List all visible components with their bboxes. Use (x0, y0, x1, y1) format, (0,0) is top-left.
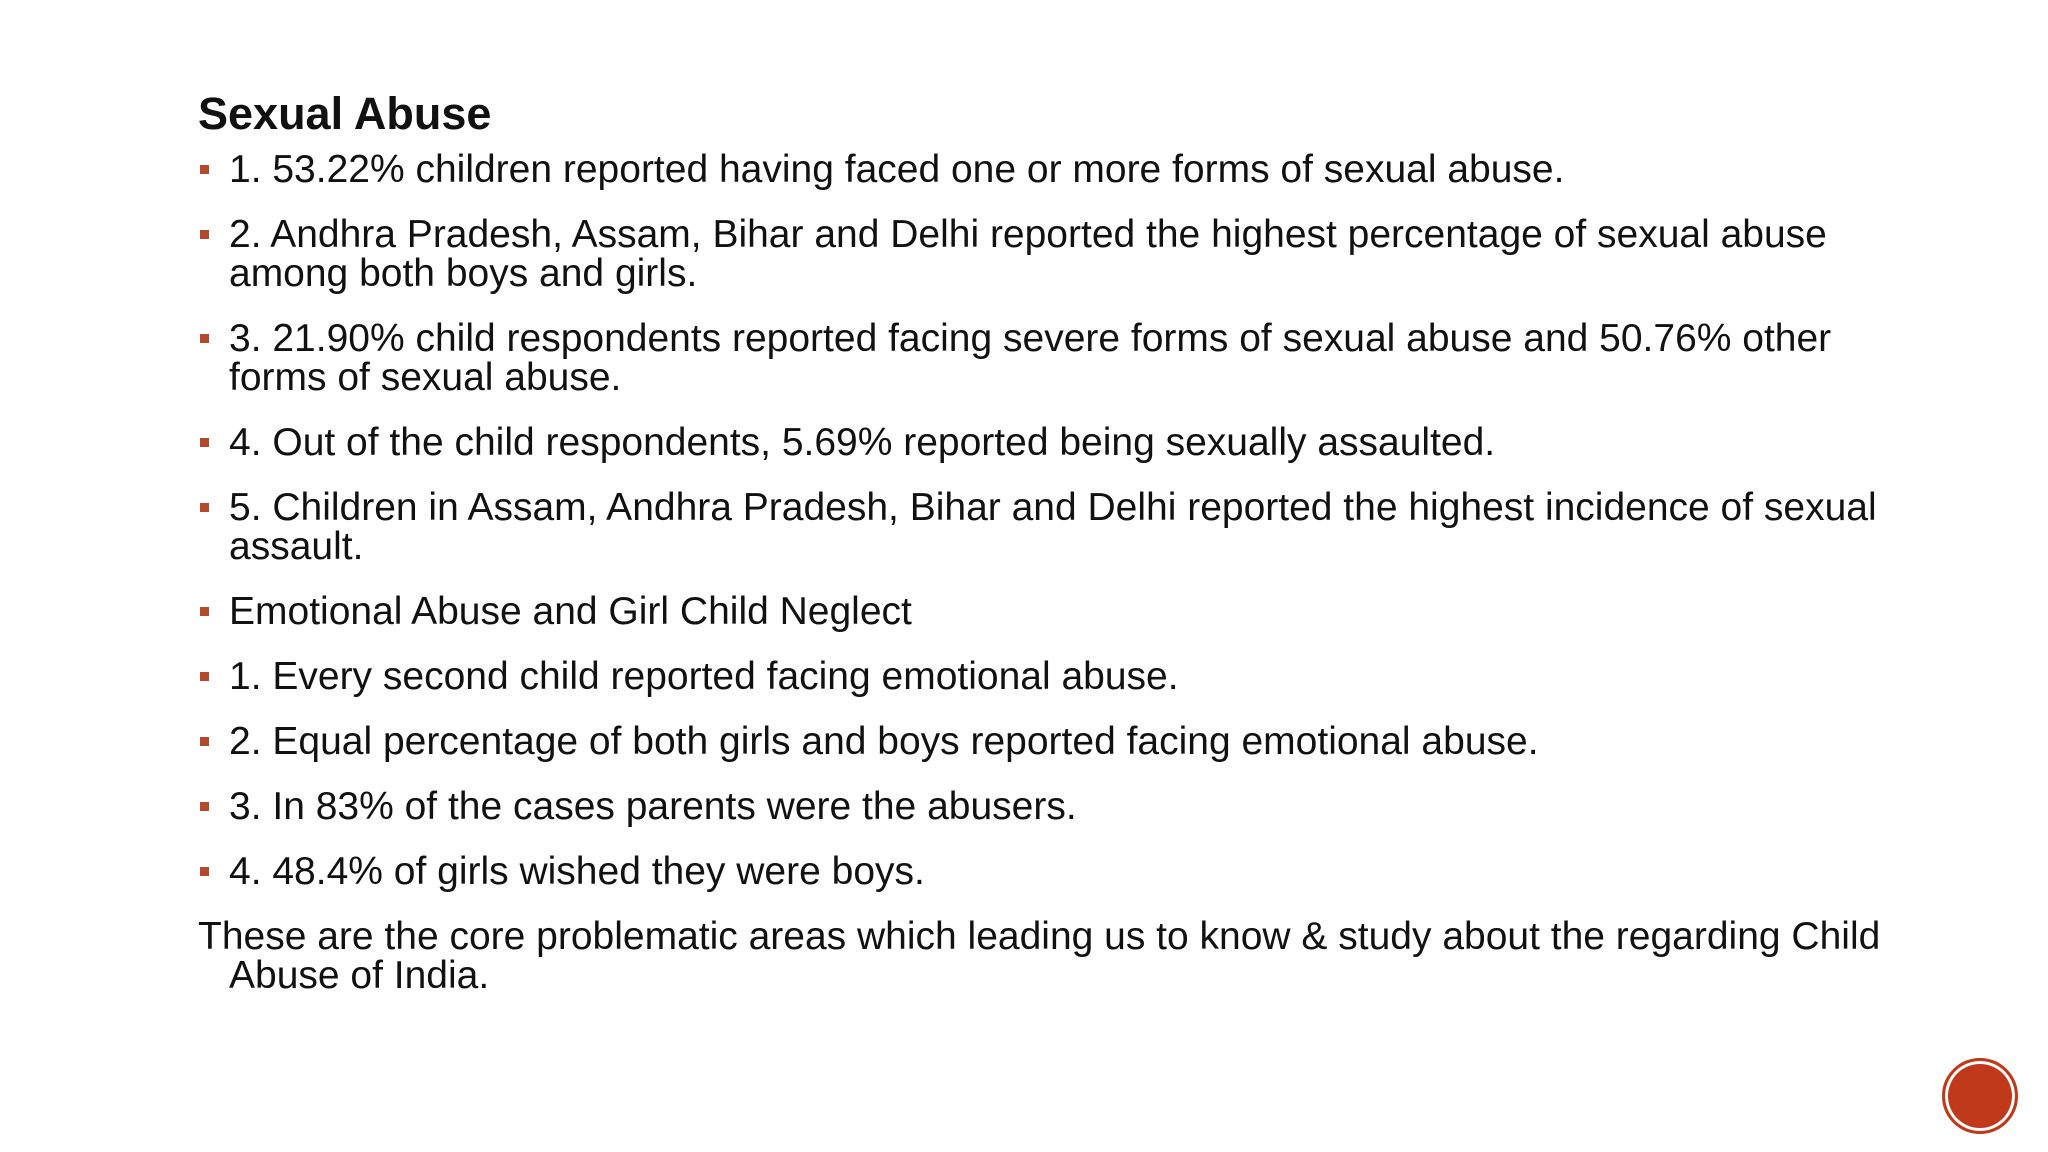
bullet-item (198, 722, 1898, 761)
square-bullet-icon (200, 672, 209, 681)
bullet-text: 3. In 83% of the cases parents were the abusers. (229, 785, 1077, 828)
square-bullet-icon (200, 334, 209, 343)
square-bullet-icon (200, 438, 209, 447)
bullet-text: 4. 48.4% of girls wished they were boys. (229, 850, 925, 893)
closing-paragraph: These are the core problematic areas which leading us to know & study about the regarding Child Abuse of India. (198, 915, 1881, 997)
square-bullet-icon (200, 607, 209, 616)
bullet-item (198, 852, 1898, 891)
bullet-text: 1. 53.22% children reported having faced one or more forms of sexual abuse. (229, 148, 1565, 191)
bullet-item (198, 150, 1898, 189)
square-bullet-icon (200, 165, 209, 174)
bullet-text: Emotional Abuse and Girl Child Neglect (229, 590, 912, 633)
bullet-text: 1. Every second child reported facing emotional abuse. (229, 655, 1179, 698)
bullet-item (198, 423, 1898, 462)
bullet-text: 4. Out of the child respondents, 5.69% reported being sexually assaulted. (229, 421, 1496, 464)
slide-heading: Sexual Abuse (198, 88, 492, 139)
bullet-item-subheading (198, 592, 1898, 631)
bullet-item (198, 657, 1898, 696)
bullet-text: 2. Andhra Pradesh, Assam, Bihar and Delhi reported the highest percentage of sexual abuse among both boys and girls. (229, 213, 1827, 295)
bullet-text: 5. Children in Assam, Andhra Pradesh, Bihar and Delhi reported the highest incidence of sexual assault. (229, 486, 1877, 568)
bullet-item (198, 319, 1898, 397)
bullet-text: 2. Equal percentage of both girls and boys reported facing emotional abuse. (229, 720, 1539, 763)
slide-content (198, 86, 1898, 995)
bullet-text: 3. 21.90% child respondents reported facing severe forms of sexual abuse and 50.76% other forms of sexual abuse. (229, 317, 1832, 399)
square-bullet-icon (200, 867, 209, 876)
square-bullet-icon (200, 737, 209, 746)
square-bullet-icon (200, 802, 209, 811)
bullet-item (198, 787, 1898, 826)
square-bullet-icon (200, 230, 209, 239)
square-bullet-icon (200, 503, 209, 512)
bullet-item (198, 215, 1898, 293)
circle-nav-icon[interactable] (1942, 1058, 2018, 1134)
bullet-list (198, 150, 1898, 891)
bullet-item (198, 488, 1898, 566)
